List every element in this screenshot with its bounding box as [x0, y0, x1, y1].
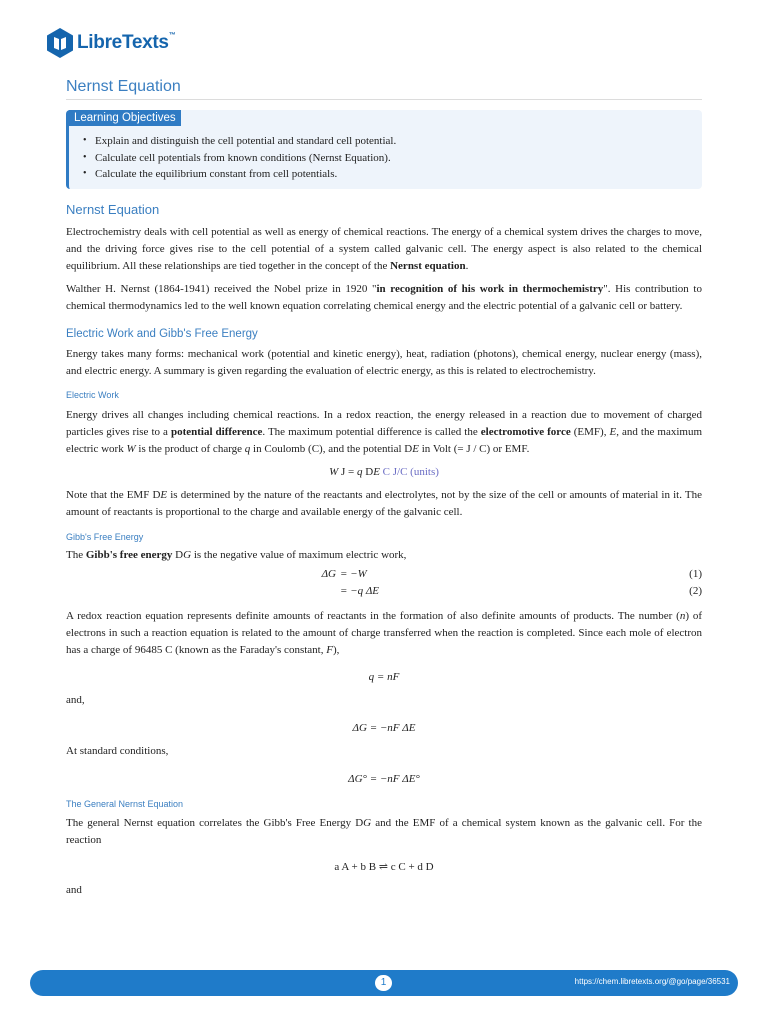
equation-number: (2) — [689, 585, 702, 597]
general-nernst-paragraph: The general Nernst equation correlates the Gibb's Free Energy DG and the EMF of a chemical system known as the galvanic cell. For the reaction — [66, 817, 703, 846]
subheading-general-nernst: The General Nernst Equation — [66, 799, 184, 809]
and-text: and, — [66, 694, 85, 706]
equation-number: (1) — [689, 568, 702, 580]
brand-name: LibreTexts™ — [77, 32, 176, 53]
subheading-electric-work: Electric Work — [66, 390, 119, 400]
energy-forms-paragraph: Energy takes many forms: mechanical work (potential and kinetic energy), heat, radiation (photons), chemical energy, nuclear energy (mass), and electric energy. A summary is given regarding the evaluation of electric energy, as this is related to electrochemistry. — [66, 348, 702, 377]
libretexts-logo[interactable] — [46, 27, 175, 59]
gibbs-intro-paragraph: The Gibb's free energy DG is the negative value of maximum electric work, — [66, 549, 407, 561]
equation-gibbs-nfe: ΔG = −nF ΔE — [352, 722, 416, 734]
page-number: 1 — [375, 975, 392, 991]
page-url-link[interactable]: https://chem.libretexts.org/@go/page/36531 — [574, 977, 730, 986]
equation-charge: q = nF — [368, 671, 400, 683]
emf-note-paragraph: Note that the EMF DE is determined by the nature of the reactants and electrolytes, not by the size of the cell or amounts of material in it. The amount of reactants is proportional to the charge and available energy of the galvanic cell. — [66, 489, 702, 518]
equation-electric-work: W J = q DE C J/C (units) — [329, 466, 439, 478]
equation-2: = −q ΔE (2) — [340, 585, 702, 597]
libretexts-logo-icon — [46, 27, 74, 59]
learning-objectives-title: Learning Objectives — [69, 110, 181, 126]
objective-item: • Explain and distinguish the cell potential and standard cell potential. — [77, 133, 396, 150]
page-footer — [30, 970, 738, 996]
section-heading-nernst: Nernst Equation — [66, 202, 160, 217]
intro-paragraph: Electrochemistry deals with cell potential as well as energy of chemical reactions. The energy of a chemical system drives the charges to move, and the driving force gives rise to the cell potential of a system called galvanic cell. The energy aspect is also related to the chemical equilibrium. All these relationships are tied together in the concept of the Nernst equation. — [66, 226, 702, 272]
section-heading-electric-work-gibbs: Electric Work and Gibb's Free Energy — [66, 328, 258, 340]
redox-charge-paragraph: A redox reaction equation represents definite amounts of reactants in the formation of also definite amounts of products. The number (n) of electrons in such a reaction equation is related to the amount of charge transferred when the reaction is completed. Since each mole of electron has a charge of 96485 C (known as the Faraday's constant, F), — [66, 610, 703, 656]
subheading-gibbs-free-energy: Gibb's Free Energy — [66, 532, 144, 542]
article-content — [66, 201, 702, 899]
nernst-history-paragraph: Walther H. Nernst (1864-1941) received the Nobel prize in 1920 "in recognition of his work in thermochemistry". His contribution to chemical thermodynamics led to the well known equation correlating chemical energy and the electric potential of a galvanic cell or battery. — [66, 283, 702, 312]
learning-objectives-box — [66, 110, 702, 189]
objective-item: • Calculate the equilibrium constant from cell potentials. — [77, 166, 396, 183]
standard-conditions-text: At standard conditions, — [66, 745, 169, 757]
equation-1: ΔG = −W (1) — [321, 568, 702, 580]
learning-objectives-list — [77, 133, 396, 183]
page-title: Nernst Equation — [66, 78, 702, 100]
electric-work-paragraph: Energy drives all changes including chemical reactions. In a redox reaction, the energy released in a reaction due to movement of charged particles gives rise to a potential difference. The maximum potential difference is called the electromotive force (EMF), E, and the maximum electric work W is the product of charge q in Coulomb (C), and the potential DE in Volt (= J / C) or EMF. — [66, 409, 702, 455]
equation-gibbs-standard: ΔG° = −nF ΔE° — [348, 773, 420, 785]
and-text: and — [66, 884, 82, 896]
equation-reaction: a A + b B ⇌ c C + d D — [334, 861, 434, 873]
objective-item: • Calculate cell potentials from known conditions (Nernst Equation). — [77, 150, 396, 167]
